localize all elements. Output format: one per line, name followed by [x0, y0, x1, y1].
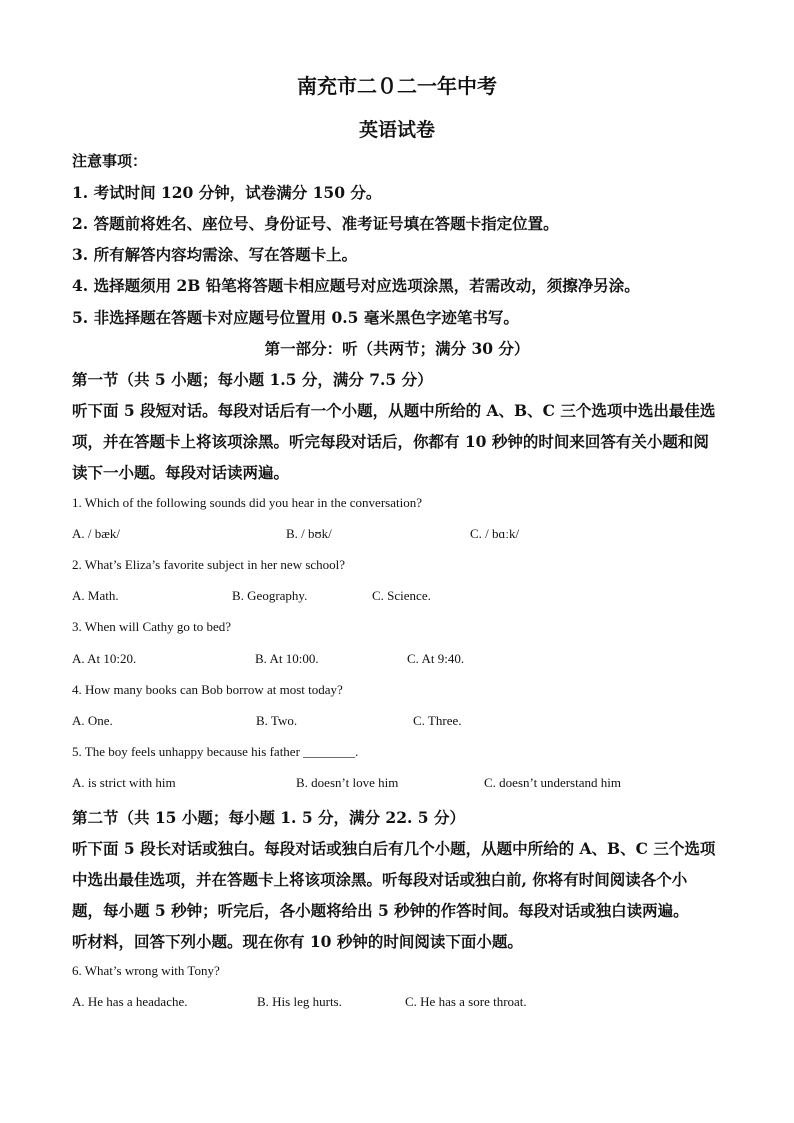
option-b: B. Two. — [256, 713, 298, 728]
question-text: 1. Which of the following sounds did you hear in the conversation? — [72, 495, 422, 510]
option-c: C. At 9:40. — [407, 651, 465, 666]
option-a: A. Math. — [72, 588, 119, 603]
option-c: C. / bɑːk/ — [470, 526, 520, 541]
question-text: 2. What’s Eliza’s favorite subject in her new school? — [72, 557, 346, 572]
option-b: B. Geography. — [232, 588, 308, 603]
option-c: C. He has a sore throat. — [405, 994, 527, 1009]
question-text: 3. When will Cathy go to bed? — [72, 619, 231, 634]
notice-heading: 注意事项： — [72, 152, 148, 170]
section2-heading: 第二节（共 15 小题；每小题 1. 5 分，满分 22. 5 分） — [72, 808, 465, 827]
option-a: A. At 10:20. — [72, 651, 137, 666]
option-b: B. At 10:00. — [255, 651, 319, 666]
page-subtitle: 英语试卷 — [358, 119, 435, 141]
section2-instruction: 中选出最佳选项，并在答题卡上将该项涂黑。听每段对话或独白前, 你将有时间阅读各个小 — [72, 870, 688, 889]
notice-item: 4. 选择题须用 2B 铅笔将答题卡相应题号对应选项涂黑，若需改动，须擦净另涂。 — [72, 276, 640, 295]
option-a: A. He has a headache. — [72, 994, 188, 1009]
option-a: A. / bæk/ — [72, 526, 121, 541]
section1-instruction: 听下面 5 段短对话。每段对话后有一个小题，从题中所给的 A、B、C 三个选项中选出最佳选 — [72, 401, 716, 420]
question-text: 5. The boy feels unhappy because his father ________. — [72, 744, 359, 759]
option-b: B. His leg hurts. — [257, 994, 342, 1009]
section2-instruction: 题，每小题 5 秒钟；听完后，各小题将给出 5 秒钟的作答时间。每段对话或独白读两遍。 — [72, 901, 689, 920]
section2-instruction: 听下面 5 段长对话或独白。每段对话或独白后有几个小题，从题中所给的 A、B、C 三个选项 — [72, 839, 716, 858]
notice-item: 5. 非选择题在答题卡对应题号位置用 0.5 毫米黑色字迹笔书写。 — [72, 308, 519, 327]
option-b: B. / bʊk/ — [286, 526, 332, 541]
question-text: 4. How many books can Bob borrow at most today? — [72, 682, 343, 697]
option-a: A. One. — [72, 713, 113, 728]
section1-instruction: 项，并在答题卡上将该项涂黑。听完每段对话后，你都有 10 秒钟的时间来回答有关小题和阅 — [72, 432, 709, 451]
option-c: C. Three. — [413, 713, 462, 728]
notice-item: 3. 所有解答内容均需涂、写在答题卡上。 — [72, 245, 358, 264]
option-c: C. Science. — [372, 588, 431, 603]
section2-instruction: 听材料，回答下列小题。现在你有 10 秒钟的时间阅读下面小题。 — [72, 932, 523, 951]
page-title: 南充市二０二一年中考 — [297, 74, 497, 98]
option-c: C. doesn’t understand him — [484, 775, 621, 790]
section1-instruction: 读下一小题。每段对话读两遍。 — [72, 463, 290, 482]
part1-heading: 第一部分：听（共两节；满分 30 分） — [264, 339, 530, 358]
notice-item: 2. 答题前将姓名、座位号、身份证号、准考证号填在答题卡指定位置。 — [72, 214, 559, 233]
question-text: 6. What’s wrong with Tony? — [72, 963, 220, 978]
option-a: A. is strict with him — [72, 775, 176, 790]
section1-heading: 第一节（共 5 小题；每小题 1.5 分，满分 7.5 分） — [72, 370, 433, 389]
notice-item: 1. 考试时间 120 分钟，试卷满分 150 分。 — [72, 183, 382, 202]
option-b: B. doesn’t love him — [296, 775, 399, 790]
